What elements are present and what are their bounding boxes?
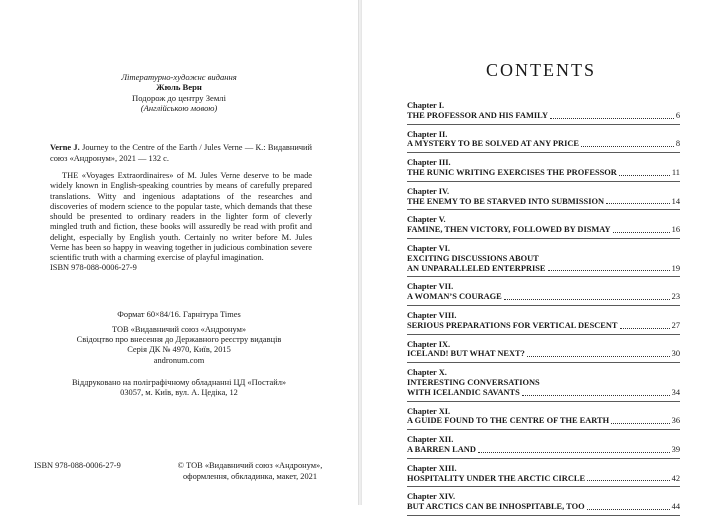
toc-page-number: 34 [671, 387, 680, 397]
copyright-line: оформлення, обкладинка, макет, 2021 [182, 471, 318, 481]
isbn-number: ISBN 978-088-0006-27-9 [50, 263, 137, 272]
toc-chapter-title: WITH ICELANDIC SAVANTS [407, 387, 520, 397]
contents-heading: CONTENTS [486, 60, 596, 80]
toc-dot-leader [613, 232, 670, 233]
toc-title-row [407, 168, 680, 178]
bibliographic-record [50, 143, 312, 164]
toc-page-number: 44 [671, 502, 680, 512]
contents-page [362, 0, 720, 512]
toc-page-number: 39 [671, 444, 680, 454]
toc-chapter-title: ICELAND! BUT WHAT NEXT? [407, 349, 525, 359]
toc-dot-leader [548, 270, 670, 271]
toc-dot-leader [504, 299, 670, 300]
toc-page-number: 16 [671, 225, 680, 235]
copyright-line: © ТОВ «Видавничий союз «Андронум», [177, 461, 323, 470]
printer-address: 03057, м. Київ, вул. А. Цедіка, 12 [120, 388, 238, 398]
toc-chapter-number: Chapter IX. [407, 339, 451, 349]
toc-dot-leader [587, 480, 670, 481]
toc-page-number: 30 [671, 349, 680, 359]
toc-page-number: 11 [671, 167, 680, 177]
printer-info [0, 378, 358, 398]
toc-title-row [407, 264, 680, 274]
toc-chapter-title: BUT ARCTICS CAN BE INHOSPITABLE, TOO [407, 502, 585, 512]
toc-entry[interactable] [407, 407, 680, 431]
toc-chapter-number: Chapter VIII. [407, 310, 457, 320]
toc-entry[interactable] [407, 244, 680, 277]
toc-page-number: 27 [671, 320, 680, 330]
printer-line: Віддруковано на поліграфічному обладнанні ЦД «Постайл» [71, 378, 287, 387]
toc-page-number: 6 [675, 110, 680, 120]
toc-title-row [407, 349, 680, 359]
toc-entry[interactable] [407, 492, 680, 516]
toc-dot-leader [611, 423, 669, 424]
toc-chapter-title: SERIOUS PREPARATIONS FOR VERTICAL DESCENT [407, 320, 618, 330]
toc-entry[interactable] [407, 130, 680, 154]
toc-page-number: 19 [671, 263, 680, 273]
toc-page-number: 36 [671, 416, 680, 426]
toc-chapter-number: Chapter VII. [407, 282, 454, 292]
copyright-notice [170, 461, 330, 482]
toc-dot-leader [581, 146, 674, 147]
imprint-header [0, 72, 358, 114]
toc-chapter-title: AN UNPARALLELED ENTERPRISE [407, 263, 546, 273]
toc-chapter-number: Chapter V. [407, 215, 446, 225]
toc-chapter-number: Chapter III. [407, 158, 451, 168]
toc-chapter-number: Chapter X. [407, 368, 447, 378]
toc-entry[interactable] [407, 311, 680, 335]
toc-title-row [407, 502, 680, 512]
publisher-website[interactable]: andronum.com [153, 355, 205, 365]
toc-page-number: 23 [671, 292, 680, 302]
toc-title-row [407, 474, 680, 484]
toc-chapter-number: Chapter IV. [407, 186, 450, 196]
author-name: Жюль Верн [156, 82, 202, 93]
toc-title-row [407, 321, 680, 331]
toc-entry[interactable] [407, 464, 680, 488]
toc-title-row [407, 292, 680, 302]
toc-chapter-title: A GUIDE FOUND TO THE CENTRE OF THE EARTH [407, 416, 610, 426]
toc-title-row [407, 416, 680, 426]
toc-dot-leader [587, 509, 670, 510]
toc-title-row [407, 445, 680, 455]
toc-chapter-title: THE RUNIC WRITING EXERCISES THE PROFESSOR [407, 167, 617, 177]
toc-entry[interactable] [407, 340, 680, 364]
toc-dot-leader [620, 328, 670, 329]
toc-title-row [407, 197, 680, 207]
toc-dot-leader [478, 452, 670, 453]
toc-dot-leader [522, 395, 670, 396]
toc-chapter-number: Chapter XIV. [407, 492, 456, 502]
toc-entry[interactable] [407, 435, 680, 459]
toc-chapter-title: A BARREN LAND [407, 444, 476, 454]
book-title: Подорож до центру Землі [132, 92, 226, 103]
toc-chapter-title: A WOMAN’S COURAGE [407, 292, 502, 302]
toc-title-line: INTERESTING CONVERSATIONS [407, 377, 540, 387]
publisher-line: ТОВ «Видавничий союз «Андронум» [111, 325, 247, 334]
biblio-author: Verne J. [50, 143, 80, 152]
toc-chapter-number: Chapter XI. [407, 406, 451, 416]
toc-chapter-number: Chapter I. [407, 101, 445, 110]
toc-entry[interactable] [407, 215, 680, 239]
annotation-text: THE «Voyages Extraordinaires» of M. Jules Verne deserve to be made widely known in English-speaking countries by means of carefully prepared translations. Witty and ingenious adaptations of the researches and discoveries of modern science to the popular taste, which demands that these should be presented to ordinary readers in the lighter form of cleverly mingled truth and fiction, these books will assuredly be read with profit and delight, especially by English youth. Certainly no writer before M. Jules Verne has been so happy in weaving together in judicious combination severe scientific truth with a charming exercise of playful imagination. [50, 171, 312, 263]
toc-chapter-number: Chapter II. [407, 129, 448, 139]
toc-page-number: 8 [675, 139, 680, 149]
toc-chapter-number: Chapter XII. [407, 435, 454, 445]
toc-chapter-title: THE PROFESSOR AND HIS FAMILY [407, 110, 549, 120]
toc-title-row [407, 225, 680, 235]
publisher-info [0, 325, 358, 366]
toc-chapter-number: Chapter VI. [407, 243, 450, 253]
toc-entry[interactable] [407, 158, 680, 182]
format-line: Формат 60×84/16. Гарнітура Times [117, 310, 241, 319]
imprint-page [0, 0, 358, 505]
toc-page-number: 42 [671, 473, 680, 483]
language-note: (Англійською мовою) [140, 103, 218, 114]
toc-dot-leader [606, 203, 670, 204]
toc-title-row [407, 388, 680, 398]
toc-chapter-title: FAMINE, THEN VICTORY, FOLLOWED BY DISMAY [407, 225, 611, 235]
toc-entry[interactable] [407, 368, 680, 401]
toc-chapter-title: HOSPITALITY UNDER THE ARCTIC CIRCLE [407, 473, 586, 483]
toc-chapter-title: A MYSTERY TO BE SOLVED AT ANY PRICE [407, 139, 579, 149]
toc-title-line: EXCITING DISCUSSIONS ABOUT [407, 253, 539, 263]
toc-chapter-title: THE ENEMY TO BE STARVED INTO SUBMISSION [407, 196, 605, 206]
toc-title-row [407, 139, 680, 149]
toc-page-number: 14 [671, 196, 680, 206]
publisher-line: Серія ДК № 4970, Київ, 2015 [127, 345, 231, 355]
toc-dot-leader [527, 356, 670, 357]
bottom-isbn: ISBN 978-088-0006-27-9 [34, 461, 121, 470]
toc-dot-leader [550, 118, 674, 119]
toc-chapter-number: Chapter XIII. [407, 463, 457, 473]
toc-entry[interactable] [407, 282, 680, 306]
edition-type: Літературно-художнє видання [121, 72, 237, 82]
toc-entry[interactable] [407, 101, 680, 125]
publisher-line: Свідоцтво про внесення до Державного реєстру видавців [76, 335, 282, 345]
toc-entry[interactable] [407, 187, 680, 211]
toc-title-row [407, 111, 680, 121]
toc-dot-leader [619, 175, 670, 176]
table-of-contents [407, 101, 680, 521]
biblio-text: Journey to the Centre of the Earth / Jules Verne — К.: Видавничий союз «Андронум», 2021 — 132 с. [50, 143, 313, 163]
